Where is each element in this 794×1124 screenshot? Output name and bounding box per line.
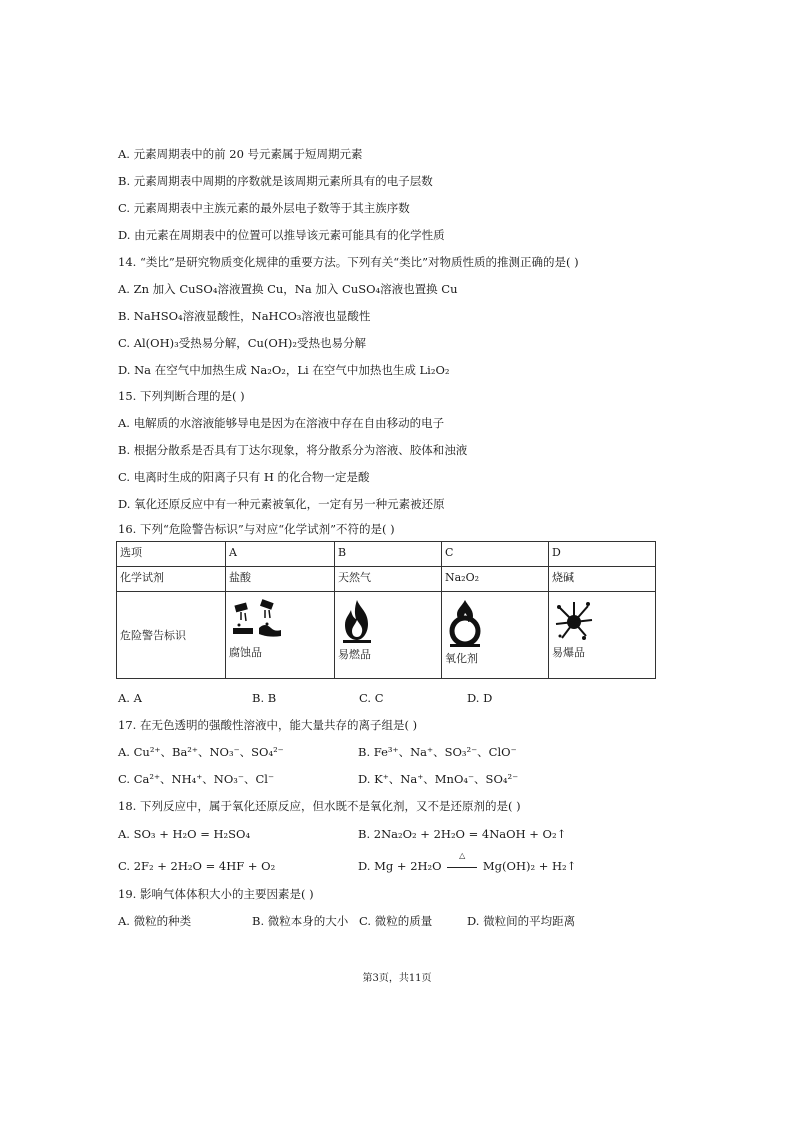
table-header-cell: B	[335, 542, 442, 567]
q16-option-a: A. A	[118, 691, 142, 705]
q15-stem: 15. 下列判断合理的是( )	[118, 389, 245, 403]
q14-option-c: C. Al(OH)₃受热易分解，Cu(OH)₂受热也易分解	[118, 336, 366, 350]
q13-option-d: D. 由元素在周期表中的位置可以推导该元素可能具有的化学性质	[118, 228, 445, 242]
q17-option-a: A. Cu²⁺、Ba²⁺、NO₃⁻、SO₄²⁻	[118, 745, 284, 759]
q19-option-c: C. 微粒的质量	[359, 914, 433, 928]
flame-icon	[340, 598, 374, 644]
hazard-table	[116, 541, 656, 679]
q14-option-a: A. Zn 加入 CuSO₄溶液置换 Cu，Na 加入 CuSO₄溶液也置换 Cu	[118, 282, 458, 296]
table-header-cell: D	[549, 542, 656, 567]
q18-option-d	[358, 851, 577, 874]
q16-stem: 16. 下列“危险警告标识”与对应“化学试剂”不符的是( )	[118, 522, 395, 536]
q19-option-b: B. 微粒本身的大小	[252, 914, 349, 928]
q14-option-d: D. Na 在空气中加热生成 Na₂O₂，Li 在空气中加热也生成 Li₂O₂	[118, 363, 450, 377]
reagent-label: 化学试剂	[117, 567, 226, 592]
q15-option-c: C. 电离时生成的阳离子只有 H 的化合物一定是酸	[118, 470, 370, 484]
q15-option-b: B. 根据分散系是否具有丁达尔现象，将分散系分为溶液、胶体和浊液	[118, 443, 468, 457]
sign-cell-oxidizer	[442, 592, 549, 679]
q13-option-c: C. 元素周期表中主族元素的最外层电子数等于其主族序数	[118, 201, 410, 215]
heating-condition: △	[459, 851, 466, 860]
q19-option-d: D. 微粒间的平均距离	[467, 914, 576, 928]
q13-option-a: A. 元素周期表中的前 20 号元素属于短周期元素	[118, 147, 363, 161]
sign-cell-flammable	[335, 592, 442, 679]
equation-right: Mg(OH)₂ + H₂↑	[482, 859, 577, 873]
corrosive-icon	[231, 598, 285, 642]
q16-option-c: C. C	[359, 691, 384, 705]
table-header-cell: A	[226, 542, 335, 567]
equation-left: D. Mg + 2H₂O	[358, 859, 442, 873]
q15-option-a: A. 电解质的水溶液能够导电是因为在溶液中存在自由移动的电子	[118, 416, 445, 430]
q16-option-b: B. B	[252, 691, 277, 705]
sign-caption: 易爆品	[552, 646, 585, 659]
q13-option-b: B. 元素周期表中周期的序数就是该周期元素所具有的电子层数	[118, 174, 433, 188]
q17-option-c: C. Ca²⁺、NH₄⁺、NO₃⁻、Cl⁻	[118, 772, 275, 786]
reagent-cell: 天然气	[335, 567, 442, 592]
reagent-cell: Na₂O₂	[442, 567, 549, 592]
sign-cell-corrosive	[226, 592, 335, 679]
sign-caption: 腐蚀品	[229, 646, 262, 659]
explosive-icon	[554, 598, 594, 642]
page-footer: 第3页，共11页	[362, 973, 432, 984]
sign-caption: 氧化剂	[445, 652, 478, 665]
sign-caption: 易燃品	[338, 648, 371, 661]
heating-arrow	[447, 851, 477, 874]
oxidizer-icon	[447, 598, 483, 648]
sign-label: 危险警告标识	[117, 592, 226, 679]
q18-option-a: A. SO₃ + H₂O = H₂SO₄	[118, 827, 251, 841]
q19-stem: 19. 影响气体体积大小的主要因素是( )	[118, 887, 314, 901]
q19-option-a: A. 微粒的种类	[118, 914, 192, 928]
table-header-cell: C	[442, 542, 549, 567]
q17-stem: 17. 在无色透明的强酸性溶液中，能大量共存的离子组是( )	[118, 718, 418, 732]
reagent-cell: 烧碱	[549, 567, 656, 592]
q18-option-c: C. 2F₂ + 2H₂O = 4HF + O₂	[118, 859, 276, 873]
q18-option-b: B. 2Na₂O₂ + 2H₂O = 4NaOH + O₂↑	[358, 827, 567, 841]
sign-cell-explosive	[549, 592, 656, 679]
q16-option-d: D. D	[467, 691, 493, 705]
q17-option-d: D. K⁺、Na⁺、MnO₄⁻、SO₄²⁻	[358, 772, 519, 786]
q17-option-b: B. Fe³⁺、Na⁺、SO₃²⁻、ClO⁻	[358, 745, 517, 759]
q14-option-b: B. NaHSO₄溶液显酸性，NaHCO₃溶液也显酸性	[118, 309, 371, 323]
q18-stem: 18. 下列反应中，属于氧化还原反应，但水既不是氧化剂，又不是还原剂的是( )	[118, 799, 521, 813]
reagent-cell: 盐酸	[226, 567, 335, 592]
q15-option-d: D. 氧化还原反应中有一种元素被氧化，一定有另一种元素被还原	[118, 497, 445, 511]
table-header-cell: 选项	[117, 542, 226, 567]
q14-stem: 14. “类比”是研究物质变化规律的重要方法。下列有关“类比”对物质性质的推测正确的是( )	[118, 255, 579, 269]
